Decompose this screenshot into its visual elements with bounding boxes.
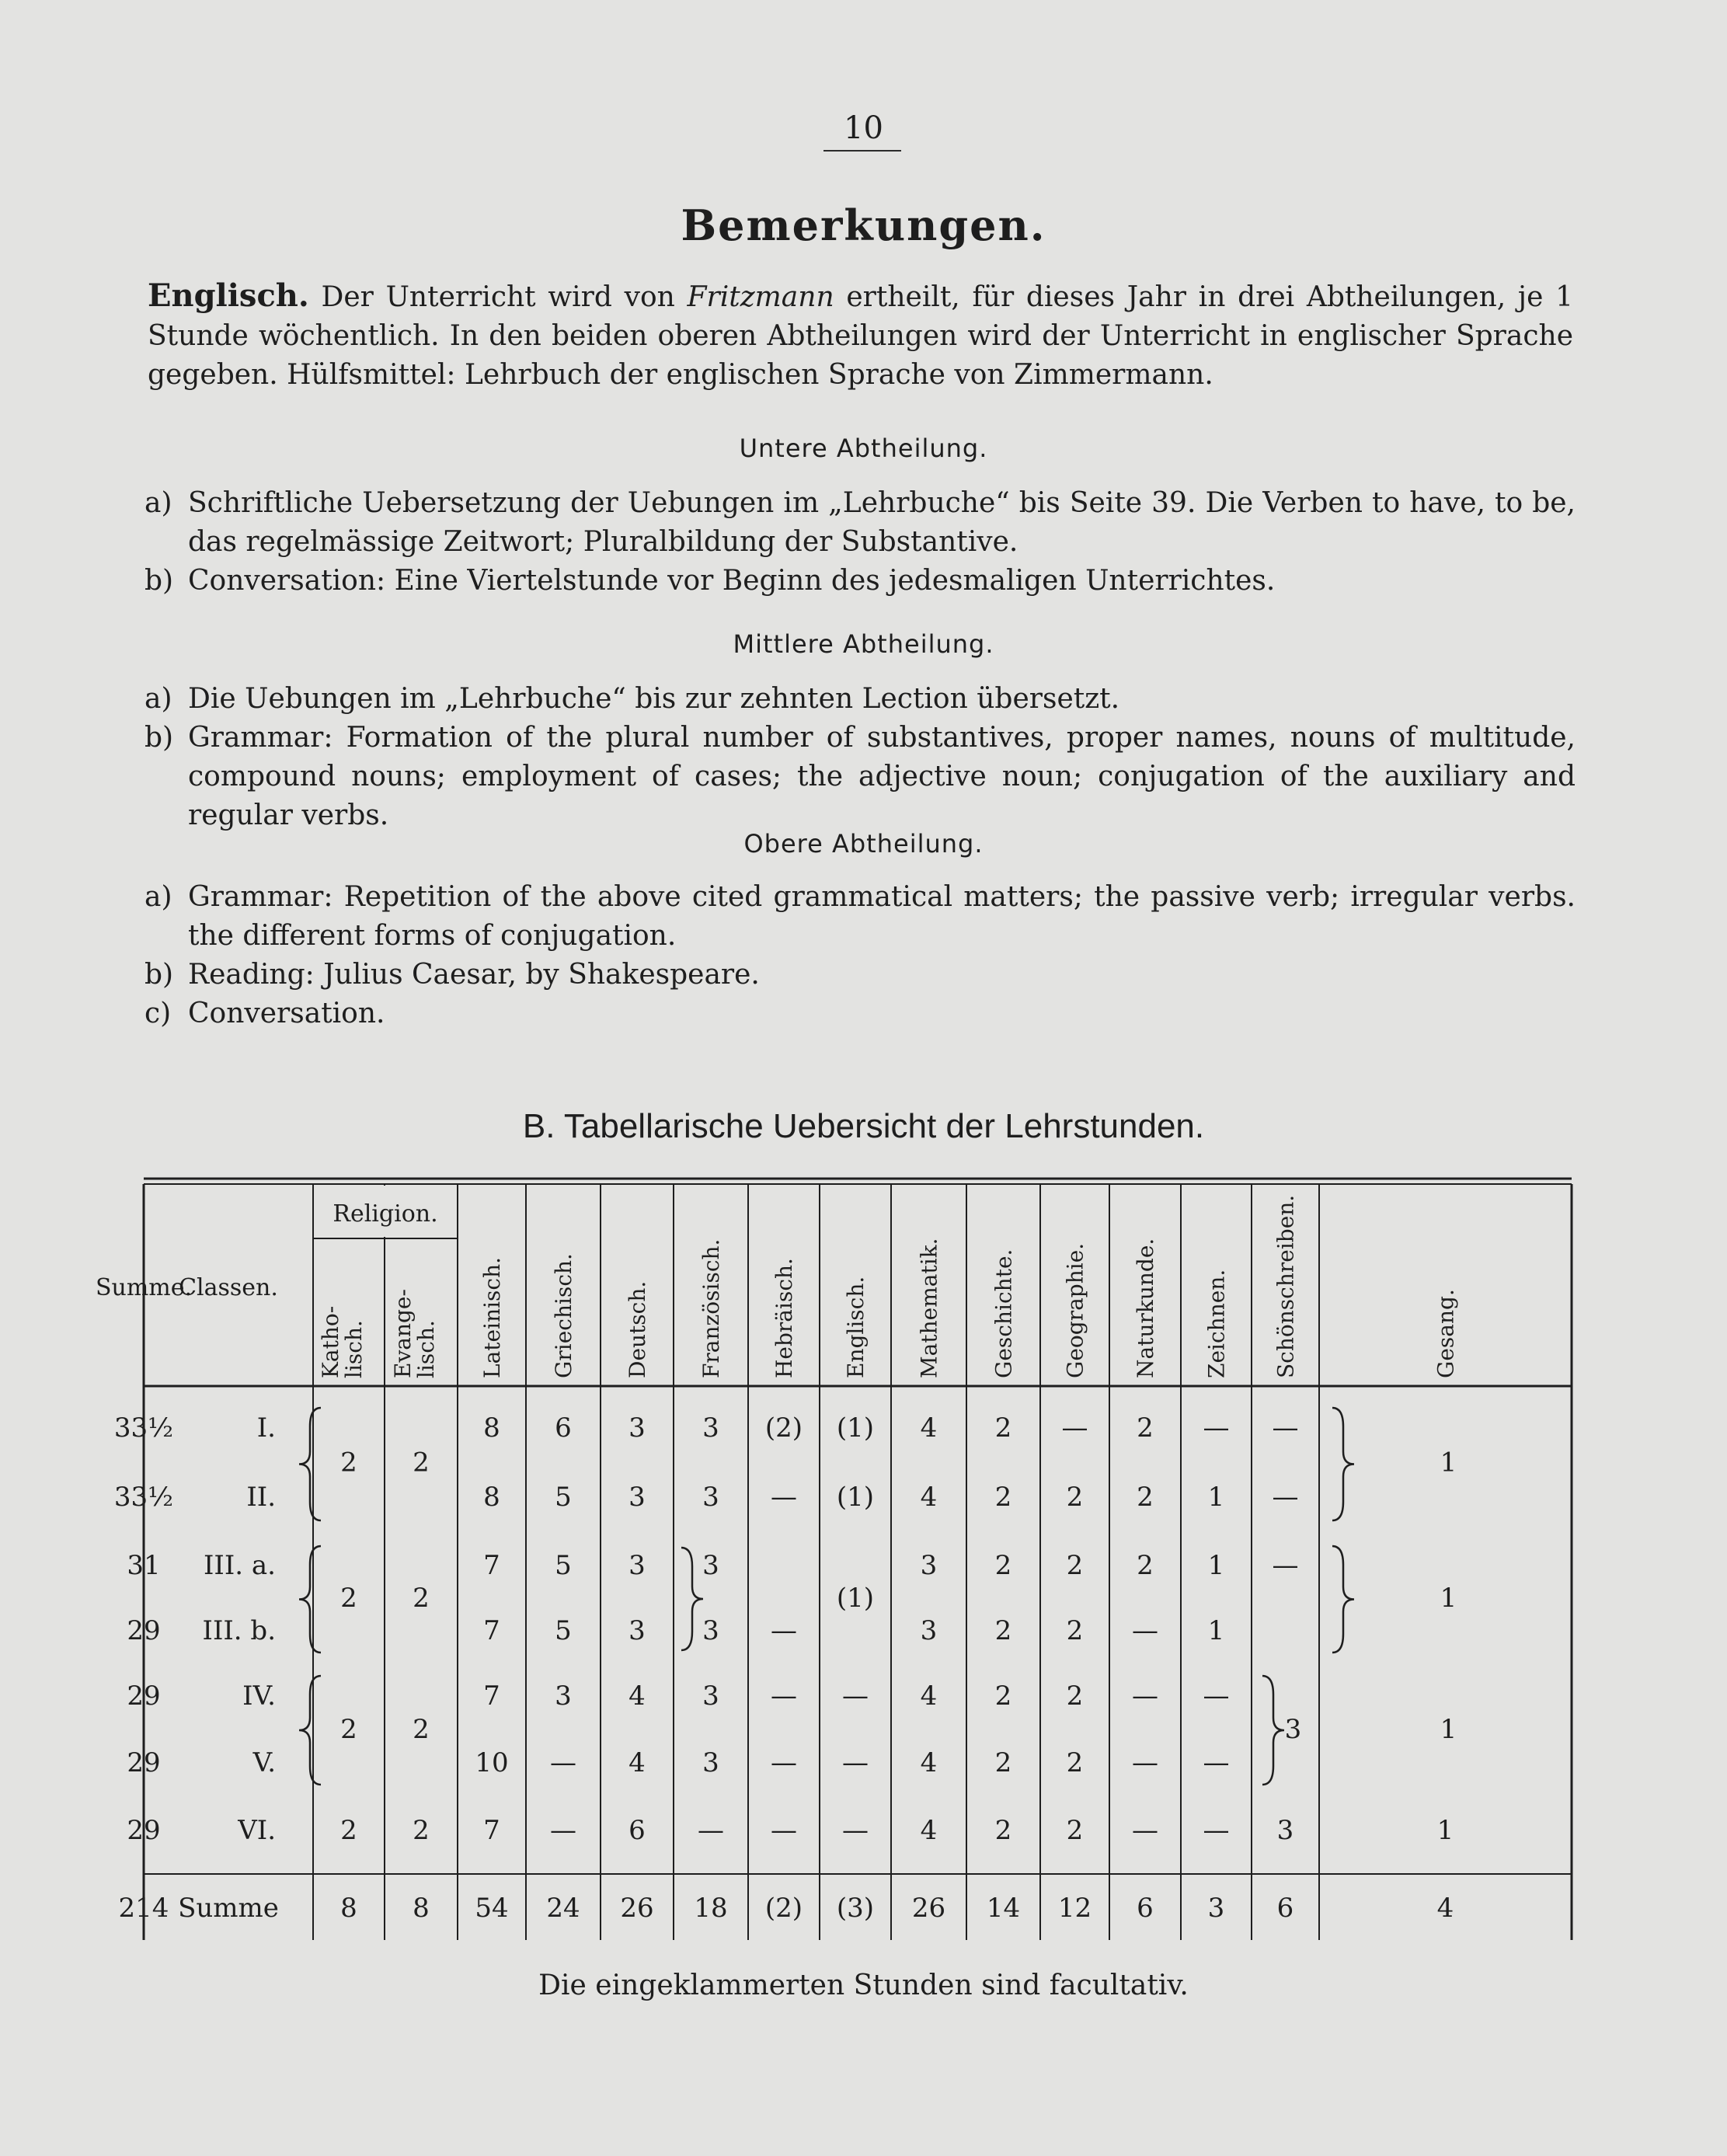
item-text: Die Uebungen im „Lehrbuche“ bis zur zehnten Lection übersetzt.	[188, 683, 1120, 715]
total-cell: 3	[1207, 1893, 1225, 1924]
table-cell: 6	[555, 1412, 572, 1444]
item-text: Conversation: Eine Viertelstunde vor Beginn des jedesmaligen Unterrichtes.	[188, 565, 1276, 597]
table-cell: 5	[555, 1615, 572, 1646]
section-item	[144, 878, 1576, 956]
table-cell: 4	[920, 1681, 938, 1712]
table-cell: 3	[702, 1681, 719, 1712]
table-cell: 2	[994, 1615, 1012, 1646]
table-cell: 2	[413, 1815, 430, 1846]
table-cell: —	[771, 1681, 797, 1712]
table-cell: 3	[702, 1412, 719, 1444]
row-class: III. a.	[204, 1550, 276, 1581]
table-cell: (1)	[836, 1482, 875, 1513]
header-subject: Mathematik.	[916, 1238, 942, 1378]
item-label: b)	[144, 959, 174, 991]
row-sum: 29	[127, 1681, 161, 1712]
table-cell: 4	[920, 1747, 938, 1778]
header-subject: Griechisch.	[551, 1253, 576, 1378]
row-sum: 29	[127, 1815, 161, 1846]
group-cell: 2	[413, 1447, 430, 1479]
total-cell: 8	[340, 1893, 357, 1924]
table-cell: —	[1203, 1747, 1230, 1778]
section-title-untere: Untere Abtheilung.	[739, 434, 988, 463]
table-cell: 7	[483, 1681, 500, 1712]
table-cell: 1	[1436, 1815, 1454, 1846]
header-religion-sub: Evange-	[390, 1289, 416, 1378]
table-cell: 10	[475, 1747, 509, 1778]
row-class: II.	[246, 1482, 276, 1513]
table-cell: —	[1272, 1550, 1299, 1581]
header-sum: Summe.	[95, 1274, 193, 1301]
row-class: V.	[252, 1747, 276, 1778]
group-cell: (1)	[836, 1583, 875, 1614]
row-sum: 33½	[113, 1482, 174, 1513]
row-class: III. b.	[202, 1615, 276, 1646]
header-classes: Classen.	[179, 1274, 278, 1301]
row-sum: 31	[127, 1550, 161, 1581]
group-brace	[1332, 1408, 1354, 1520]
table-cell: 2	[1137, 1482, 1154, 1513]
page-heading: Bemerkungen.	[681, 200, 1046, 250]
total-cell: 14	[986, 1893, 1021, 1924]
table-cell: —	[698, 1815, 724, 1846]
table-cell: 3	[920, 1615, 938, 1646]
table-cell: 3	[628, 1482, 646, 1513]
header-subject: Lateinisch.	[479, 1256, 505, 1378]
table-cell: 5	[555, 1550, 572, 1581]
table-cell: 8	[483, 1482, 500, 1513]
row-class: IV.	[242, 1681, 276, 1712]
table-cell: —	[842, 1815, 869, 1846]
table-cell: (1)	[836, 1412, 875, 1444]
item-label: b)	[144, 565, 174, 597]
group-brace	[681, 1548, 703, 1650]
intro-text-2: ertheilt, für dieses Jahr in drei Abtheilungen, je 1 Stunde wöchentlich. In den beiden oberen Abtheilungen wird der Unterricht in englischer Sprache gegeben. Hülfsmittel: Lehrbuch der englischen Sprache von Zimmermann.	[148, 281, 1574, 391]
group-brace	[1332, 1546, 1354, 1653]
row-sum: 33½	[113, 1412, 174, 1444]
header-religion-sub: lisch.	[341, 1320, 367, 1378]
table-cell: 3	[1276, 1815, 1294, 1846]
total-cell: 26	[911, 1893, 946, 1924]
row-sum: 29	[127, 1615, 161, 1646]
table-cell: 6	[628, 1815, 646, 1846]
total-cell: 24	[546, 1893, 580, 1924]
lesson-table	[95, 1175, 1572, 1940]
table-cell: 2	[1066, 1482, 1084, 1513]
section-item	[144, 956, 1576, 994]
header-subject: Gesang.	[1433, 1289, 1459, 1378]
table-cell: 1	[1207, 1482, 1225, 1513]
header-subject: Zeichnen.	[1203, 1269, 1230, 1378]
table-cell: 3	[702, 1550, 719, 1581]
header-subject: Schönschreiben.	[1273, 1194, 1299, 1378]
header-subject: Geographie.	[1062, 1242, 1088, 1378]
table-cell: 3	[628, 1550, 646, 1581]
section-item	[144, 484, 1576, 562]
total-cell: 6	[1276, 1893, 1294, 1924]
row-sum: 29	[127, 1747, 161, 1778]
table-cell: 4	[920, 1412, 938, 1444]
intro-paragraph	[148, 277, 1573, 395]
table-cell: 2	[994, 1681, 1012, 1712]
group-brace	[299, 1408, 321, 1520]
table-cell: 4	[628, 1747, 646, 1778]
table-cell: 2	[1137, 1412, 1154, 1444]
group-cell: 1	[1440, 1583, 1457, 1614]
table-cell: —	[771, 1815, 797, 1846]
table-cell: 2	[1066, 1815, 1084, 1846]
table-cell: 3	[628, 1412, 646, 1444]
item-label: b)	[144, 722, 174, 754]
table-cell: —	[550, 1747, 576, 1778]
group-cell: 2	[340, 1447, 357, 1479]
table-cell: —	[1203, 1412, 1230, 1444]
section-item	[144, 719, 1576, 835]
section-item	[144, 994, 1576, 1033]
table-cell: —	[1132, 1681, 1158, 1712]
group-cell: 2	[413, 1583, 430, 1614]
table-cell: —	[842, 1747, 869, 1778]
item-label: a)	[144, 487, 172, 519]
intro-text-1: Der Unterricht wird von	[308, 281, 688, 313]
table-cell: —	[842, 1681, 869, 1712]
table-cell: 4	[628, 1681, 646, 1712]
total-sum: 214	[118, 1893, 169, 1924]
table-cell: 1	[1207, 1615, 1225, 1646]
header-religion-sub: Katho-	[318, 1305, 343, 1378]
table-cell: —	[1272, 1412, 1299, 1444]
header-subject: Hebräisch.	[771, 1258, 797, 1378]
total-cell: (3)	[836, 1893, 875, 1924]
header-religion-sub: lisch.	[413, 1320, 439, 1378]
item-label: a)	[144, 881, 172, 913]
total-cell: 18	[694, 1893, 728, 1924]
table-cell: 7	[483, 1615, 500, 1646]
item-label: c)	[144, 998, 172, 1029]
table-cell: 2	[994, 1482, 1012, 1513]
table-cell: 3	[702, 1747, 719, 1778]
table-cell: 7	[483, 1550, 500, 1581]
item-label: a)	[144, 683, 172, 715]
item-text: Grammar: Formation of the plural number of substantives, proper names, nouns of multitude, compound nouns; employment of cases; the adjective noun; conjugation of the auxiliary and regular verbs.	[188, 722, 1576, 831]
header-subject: Englisch.	[843, 1276, 869, 1378]
row-class: VI.	[238, 1815, 276, 1846]
table-cell: 3	[628, 1615, 646, 1646]
header-subject: Naturkunde.	[1133, 1238, 1158, 1378]
table-cell: —	[1132, 1815, 1158, 1846]
page-number-rule	[823, 150, 901, 152]
section-item	[144, 562, 1576, 601]
page-number: 10	[844, 110, 883, 146]
table-cell: —	[771, 1482, 797, 1513]
intro-teacher: Fritzmann	[687, 281, 834, 313]
table-cell: —	[1061, 1412, 1088, 1444]
table-cell: —	[1132, 1747, 1158, 1778]
table-cell: 2	[994, 1815, 1012, 1846]
item-text: Conversation.	[188, 998, 385, 1029]
item-text: Grammar: Repetition of the above cited grammatical matters; the passive verb; irregular verbs. the different forms of conjugation.	[188, 881, 1576, 952]
group-cell: 2	[413, 1714, 430, 1745]
table-cell: 2	[340, 1815, 357, 1846]
table-title: B. Tabellarische Uebersicht der Lehrstunden.	[522, 1107, 1205, 1145]
group-brace	[299, 1676, 321, 1785]
table-cell: —	[1203, 1681, 1230, 1712]
table-cell: —	[1272, 1482, 1299, 1513]
group-brace	[299, 1546, 321, 1653]
header-subject: Deutsch.	[625, 1280, 650, 1378]
lesson-table-svg	[95, 1175, 1572, 1940]
table-cell: 3	[920, 1550, 938, 1581]
group-cell: 3	[1284, 1714, 1302, 1745]
group-cell: 2	[340, 1714, 357, 1745]
intro-lead: Englisch.	[148, 277, 309, 314]
table-cell: 2	[1066, 1747, 1084, 1778]
header-subject: Französisch.	[698, 1238, 724, 1378]
total-cell: (2)	[764, 1893, 803, 1924]
table-cell: 4	[920, 1482, 938, 1513]
table-cell: 2	[1066, 1615, 1084, 1646]
table-cell: 5	[555, 1482, 572, 1513]
table-cell: 3	[555, 1681, 572, 1712]
table-cell: 2	[1137, 1550, 1154, 1581]
section-title-mittlere: Mittlere Abtheilung.	[733, 629, 994, 659]
total-cell: 12	[1057, 1893, 1092, 1924]
table-cell: 3	[702, 1615, 719, 1646]
row-class: I.	[256, 1412, 276, 1444]
total-cell: 54	[475, 1893, 509, 1924]
item-text: Schriftliche Uebersetzung der Uebungen im „Lehrbuche“ bis Seite 39. Die Verben to have, to be, das regelmässige Zeitwort; Pluralbildung der Substantive.	[188, 487, 1576, 558]
table-cell: 3	[702, 1482, 719, 1513]
item-text: Reading: Julius Caesar, by Shakespeare.	[188, 959, 760, 991]
group-cell: 2	[340, 1583, 357, 1614]
header-religion: Religion.	[333, 1200, 438, 1228]
table-cell: 2	[1066, 1550, 1084, 1581]
total-cell: 6	[1137, 1893, 1154, 1924]
table-cell: 2	[994, 1412, 1012, 1444]
footnote: Die eingeklammerten Stunden sind facultativ.	[538, 1970, 1189, 2001]
table-cell: —	[771, 1747, 797, 1778]
table-cell: 8	[483, 1412, 500, 1444]
table-cell: (2)	[764, 1412, 803, 1444]
group-cell: 1	[1440, 1447, 1457, 1479]
section-title-obere: Obere Abtheilung.	[743, 829, 984, 859]
total-cell: 8	[413, 1893, 430, 1924]
table-cell: 1	[1207, 1550, 1225, 1581]
table-cell: —	[1203, 1815, 1230, 1846]
table-cell: 2	[994, 1747, 1012, 1778]
table-cell: 7	[483, 1815, 500, 1846]
table-cell: 2	[994, 1550, 1012, 1581]
section-item	[144, 680, 1576, 719]
table-cell: 4	[920, 1815, 938, 1846]
table-cell: 2	[1066, 1681, 1084, 1712]
group-cell: 1	[1440, 1714, 1457, 1745]
table-cell: —	[550, 1815, 576, 1846]
total-cell: 4	[1436, 1893, 1454, 1924]
table-cell: —	[771, 1615, 797, 1646]
table-cell: —	[1132, 1615, 1158, 1646]
total-label: Summe	[178, 1893, 279, 1924]
header-subject: Geschichte.	[991, 1249, 1017, 1378]
group-brace	[1262, 1676, 1284, 1785]
total-cell: 26	[620, 1893, 654, 1924]
